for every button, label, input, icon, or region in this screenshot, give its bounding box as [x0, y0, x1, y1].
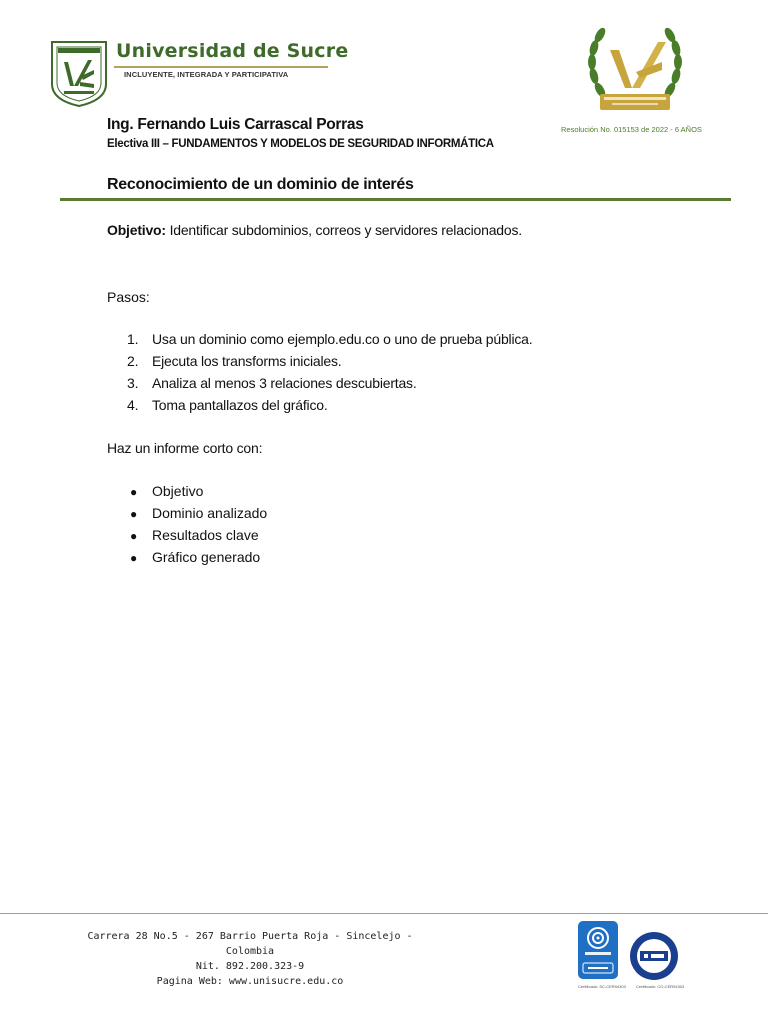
step-number: 4. — [127, 397, 139, 413]
report-label: Haz un informe corto con: — [107, 440, 263, 456]
footer-nit: Nit. 892.200.323-9 — [195, 961, 305, 972]
bullet-icon: ● — [130, 551, 138, 565]
bullet-icon: ● — [130, 507, 138, 521]
steps-label: Pasos: — [107, 289, 150, 305]
author-name: Ing. Fernando Luis Carrascal Porras — [107, 116, 364, 133]
list-item — [130, 527, 267, 549]
accreditation-laurel-seal — [580, 20, 690, 120]
course-name: Electiva III – FUNDAMENTOS Y MODELOS DE SEGURIDAD INFORMÁTICA — [107, 138, 494, 150]
icontec-iso-9001-seal — [578, 921, 618, 979]
cert-iqnet-label: Certificado: CO-CER94303 — [636, 984, 685, 989]
step-text: Toma pantallazos del gráfico. — [152, 397, 328, 413]
list-item — [130, 549, 267, 571]
document-title: Reconocimiento de un dominio de interés — [107, 176, 414, 193]
footer-web: Pagina Web: www.unisucre.edu.co — [156, 976, 344, 987]
report-bullets — [130, 483, 267, 571]
bullet-text: Gráfico generado — [152, 549, 261, 565]
objective-text: Identificar subdominios, correos y servidores relacionados. — [165, 222, 522, 238]
step-text: Analiza al menos 3 relaciones descubiertas. — [152, 375, 417, 391]
footer-contact — [80, 929, 420, 989]
objective-label: Objetivo: — [107, 222, 166, 238]
university-shield-logo — [50, 40, 108, 108]
footer-divider — [0, 913, 768, 914]
title-divider — [60, 198, 731, 201]
step-text: Ejecuta los transforms iniciales. — [152, 353, 342, 369]
resolution-note: Resolución No. 015153 de 2022 - 6 AÑOS — [561, 125, 702, 134]
step-number: 2. — [127, 353, 139, 369]
list-item — [130, 483, 267, 505]
list-item — [127, 397, 532, 419]
cert-icontec-label: Certificado: SC-CER94303 — [578, 984, 626, 989]
iqnet-seal — [628, 930, 680, 982]
bullet-text: Dominio analizado — [152, 505, 268, 521]
step-number: 1. — [127, 331, 139, 347]
step-text: Usa un dominio como ejemplo.edu.co o uno de prueba pública. — [152, 331, 533, 347]
bullet-icon: ● — [130, 485, 138, 499]
steps-list — [127, 331, 532, 419]
footer-address: Carrera 28 No.5 - 267 Barrio Puerta Roja - Sincelejo - Colombia — [87, 931, 413, 957]
list-item — [130, 505, 267, 527]
university-tagline: INCLUYENTE, INTEGRADA Y PARTICIPATIVA — [124, 70, 289, 79]
objective-paragraph — [107, 222, 522, 238]
bullet-text: Objetivo — [152, 483, 204, 499]
bullet-icon: ● — [130, 529, 138, 543]
university-name: Universidad de Sucre — [116, 40, 349, 62]
list-item — [127, 375, 532, 397]
step-number: 3. — [127, 375, 139, 391]
list-item — [127, 353, 532, 375]
list-item — [127, 331, 532, 353]
header-divider — [114, 66, 328, 68]
bullet-text: Resultados clave — [152, 527, 259, 543]
